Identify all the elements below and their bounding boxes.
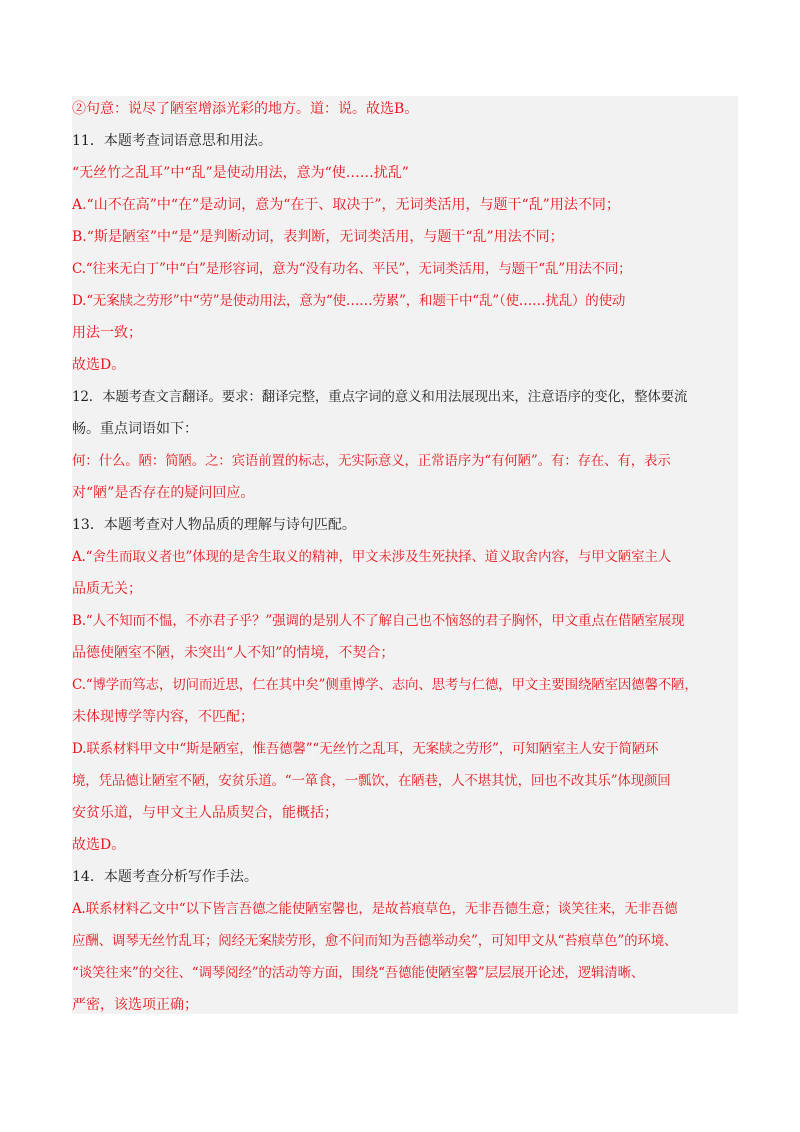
text-line: 品质无关；	[72, 581, 142, 597]
text-line: 14．本题考查分析写作手法。	[72, 869, 258, 885]
text-line: 用法一致；	[72, 325, 142, 341]
text-line: C.“往来无白丁”中“白”是形容词，意为“没有功名、平民”，无词类活用，与题干“乱”用法不同；	[72, 261, 632, 277]
text-line: 品德使陋室不陋，未突出“人不知”的情境，不契合；	[72, 645, 395, 661]
text-line: D.“无案牍之劳形”中“劳”是使动用法，意为“使……劳累”，和题干中“乱”（使……扰乱）的使动	[72, 293, 626, 309]
text-line: 畅。重点词语如下：	[72, 421, 198, 437]
text-line: 13．本题考查对人物品质的理解与诗句匹配。	[72, 517, 356, 533]
text-line: “谈笑往来”的交往、“调琴阅经”的活动等方面，围绕“吾德能使陋室馨”层层展开论述，逻辑清晰、	[72, 965, 645, 981]
text-line: 何：什么。陋：简陋。之：宾语前置的标志，无实际意义，正常语序为“有何陋”。有：存在、有，表示	[72, 453, 671, 469]
text-line: B.“人不知而不愠，不亦君子乎？”强调的是别人不了解自己也不恼怒的君子胸怀，甲文重点在借陋室展现	[72, 613, 685, 629]
text-line: A.“舍生而取义者也”体现的是舍生取义的精神，甲文未涉及生死抉择、道义取舍内容，与甲文陋室主人	[72, 549, 671, 565]
text-line: 12．本题考查文言翻译。要求：翻译完整，重点字词的意义和用法展现出来，注意语序的变化，整体要流	[72, 389, 688, 405]
text-line: 11．本题考查词语意思和用法。	[72, 133, 272, 149]
text-line: C.“博学而笃志，切问而近思，仁在其中矣”侧重博学、志向、思考与仁德，甲文主要围绕陋室因德馨不陋，	[72, 677, 698, 693]
text-line: 境，凭品德让陋室不陋，安贫乐道。“一箪食，一瓢饮，在陋巷，人不堪其忧，回也不改其乐”体现颜回	[72, 773, 671, 789]
text-line: 未体现博学等内容，不匹配；	[72, 709, 254, 725]
text-line: 安贫乐道，与甲文主人品质契合，能概括；	[72, 805, 338, 821]
text-line: “无丝竹之乱耳”中“乱”是使动用法，意为“使……扰乱”	[72, 165, 409, 181]
text-line: 对“陋”是否存在的疑问回应。	[72, 485, 255, 501]
text-line: 故选D。	[72, 837, 126, 853]
text-line: 故选D。	[72, 357, 126, 373]
text-line: A.联系材料乙文中“以下皆言吾德之能使陋室馨也，是故苔痕草色，无非吾德生意；谈笑往来，无非吾德	[72, 901, 678, 917]
text-line: B.“斯是陋室”中“是”是判断动词，表判断，无词类活用，与题干“乱”用法不同；	[72, 229, 564, 245]
text-line: D.联系材料甲文中“斯是陋室，惟吾德馨”“无丝竹之乱耳，无案牍之劳形”，可知陋室主人安于简陋环	[72, 741, 659, 757]
text-line: 严密，该选项正确；	[72, 997, 198, 1013]
text-line: 应酬、调琴无丝竹乱耳；阅经无案牍劳形，愈不问而知为吾德举动矣”，可知甲文从“苔痕草色”的环境、	[72, 933, 678, 949]
text-line: A.“山不在高”中“在”是动词，意为“在于、取决于”，无词类活用，与题干“乱”用法不同；	[72, 197, 620, 213]
text-line: ②句意：说尽了陋室增添光彩的地方。道：说。故选B。	[72, 101, 419, 117]
